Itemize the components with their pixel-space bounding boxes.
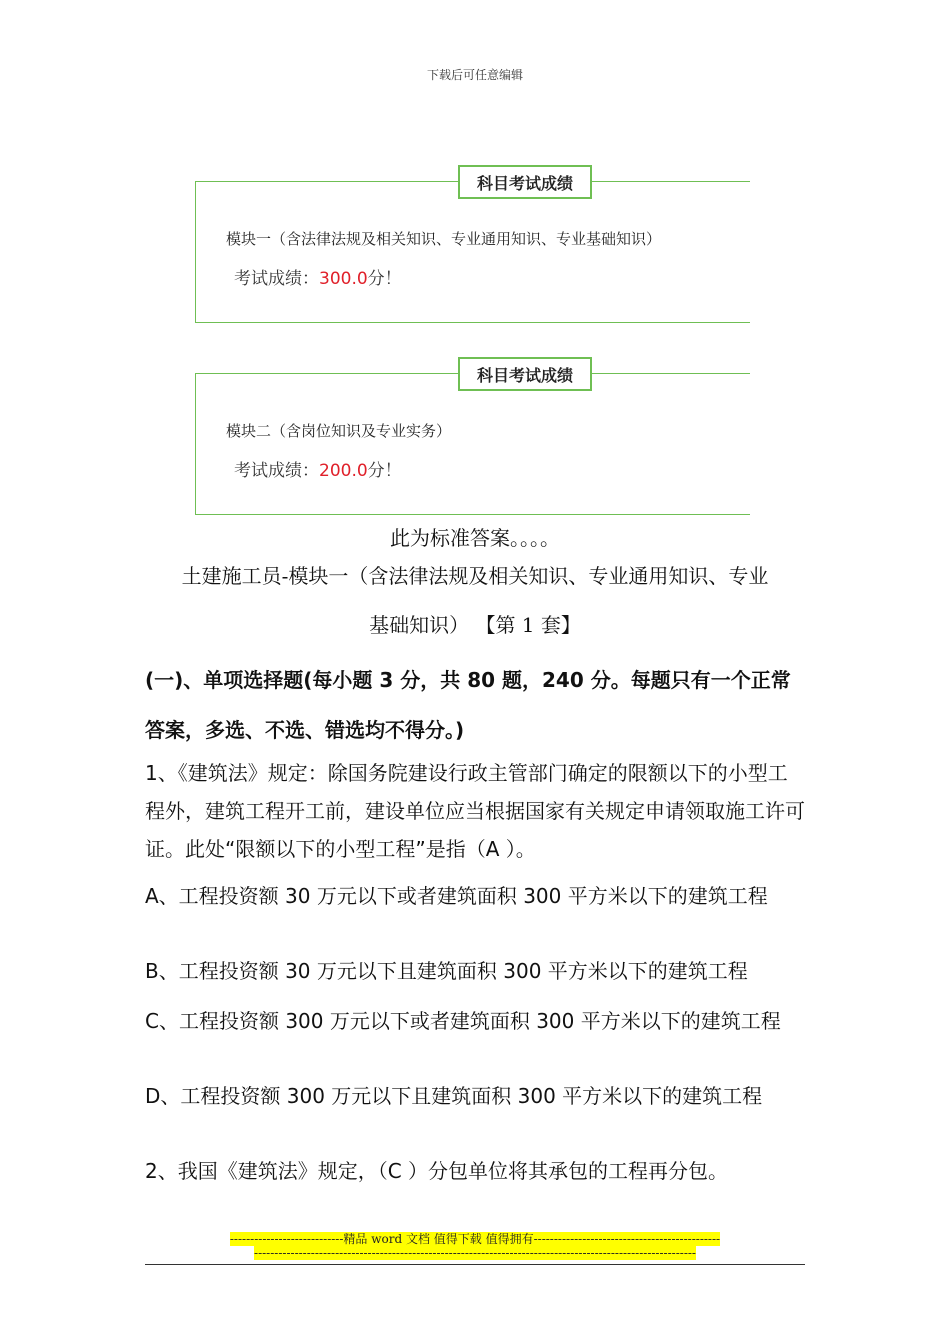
- doc-title-line-2: 基础知识） 【第 1 套】: [369, 613, 581, 637]
- question-2-stem: 2、我国《建筑法》规定，（C ）分包单位将其承包的工程再分包。: [145, 1159, 729, 1183]
- question-1-stem: 1、《建筑法》规定：除国务院建设行政主管部门确定的限额以下的小型工程外，建筑工程开工前，建设单位应当根据国家有关规定申请领取施工许可证。此处“限额以下的小型工程”是指（A ）。: [145, 761, 805, 861]
- footer-banner-line-2: [0, 1246, 950, 1260]
- doc-title-line-1: 土建施工员-模块一（含法律法规及相关知识、专业通用知识、专业: [181, 564, 769, 588]
- score-badge: 科目考试成绩: [458, 165, 592, 199]
- section-heading: (一)、单项选择题(每小题 3 分，共 80 题，240 分。每题只有一个正常答案，多选、不选、错选均不得分。): [145, 668, 791, 742]
- footer-banner-line-1: [0, 1230, 950, 1247]
- score-suffix: 分！: [367, 269, 402, 289]
- score-suffix: 分！: [367, 461, 402, 481]
- score-box-module-1: [195, 173, 750, 323]
- footer-banner-text: ----------------------------精品 word 文档 值得下载 值得拥有----------------------------------------------: [229, 1232, 721, 1246]
- score-line: [234, 264, 402, 289]
- question-1-option-a: A、工程投资额 30 万元以下或者建筑面积 300 平方米以下的建筑工程: [145, 884, 768, 908]
- score-label: 考试成绩：: [234, 461, 319, 481]
- footer-rule: [145, 1264, 805, 1265]
- score-badge: 科目考试成绩: [458, 357, 592, 391]
- score-value: 300.0: [319, 269, 368, 289]
- header-note: 下载后可任意编辑: [426, 68, 523, 82]
- question-1-option-c: C、工程投资额 300 万元以下或者建筑面积 300 平方米以下的建筑工程: [145, 1009, 781, 1033]
- score-value: 200.0: [319, 461, 368, 481]
- question-1-option-b: B、工程投资额 30 万元以下且建筑面积 300 平方米以下的建筑工程: [145, 959, 748, 983]
- score-line: [234, 456, 402, 481]
- module-title: 模块二（含岗位知识及专业实务）: [226, 422, 452, 440]
- footer-banner-dashes: -------------------------------------------------------------------------------------------------------------: [254, 1246, 696, 1260]
- score-box-module-2: [195, 365, 750, 515]
- score-label: 考试成绩：: [234, 269, 319, 289]
- question-1-option-d: D、工程投资额 300 万元以下且建筑面积 300 平方米以下的建筑工程: [145, 1084, 763, 1108]
- module-title: 模块一（含法律法规及相关知识、专业通用知识、专业基础知识）: [226, 230, 662, 248]
- standard-answer-note: 此为标准答案。。。。: [390, 526, 560, 550]
